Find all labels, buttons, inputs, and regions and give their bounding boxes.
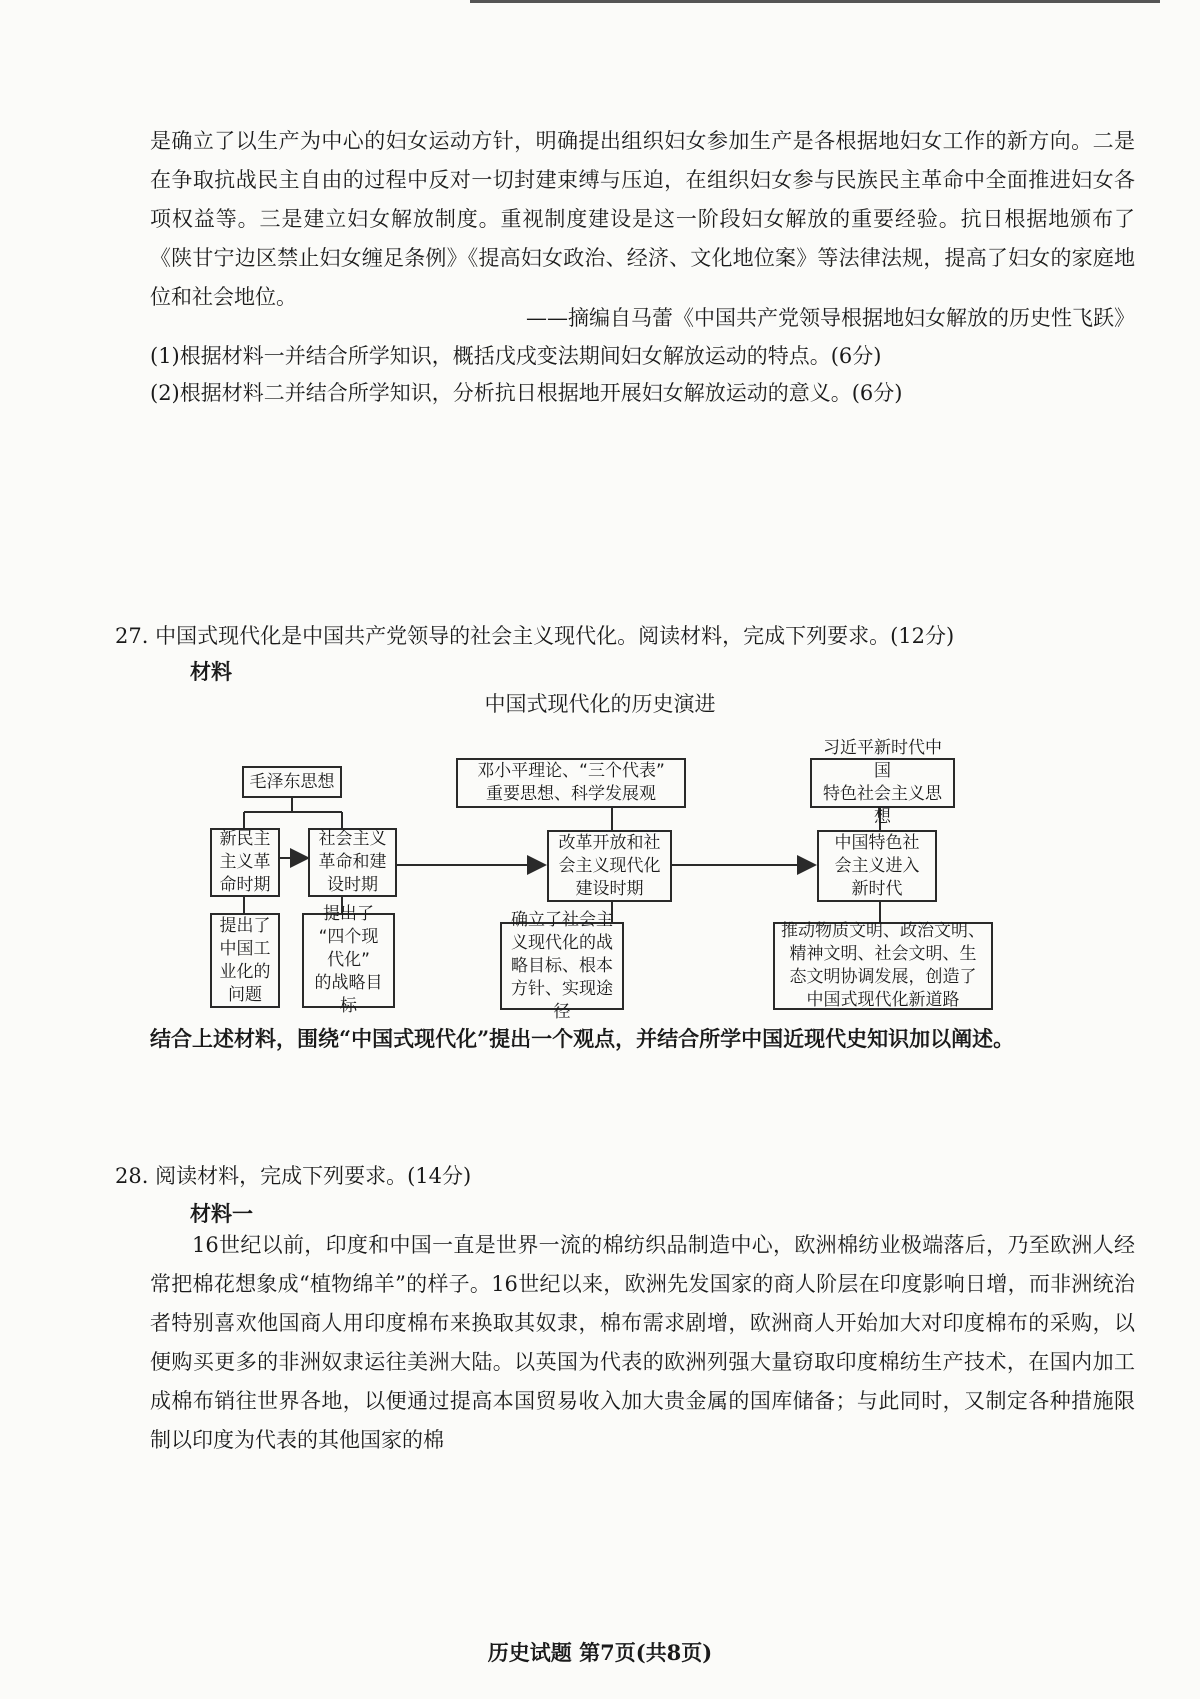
box-new-democratic: 新民主 主义革 命时期 bbox=[210, 828, 280, 897]
box-new-era-result: 推动物质文明、政治文明、 精神文明、社会文明、生 态文明协调发展，创造了 中国式现代化新道路 bbox=[773, 922, 993, 1010]
question-27-stem: 27. 中国式现代化是中国共产党领导的社会主义现代化。阅读材料，完成下列要求。(12分) bbox=[115, 624, 955, 648]
source-citation: ——摘编自马蕾《中国共产党领导根据地妇女解放的历史性飞跃》 bbox=[526, 306, 1135, 330]
box-industrialization: 提出了 中国工 业化的 问题 bbox=[210, 913, 280, 1008]
material-label: 材料 bbox=[190, 659, 232, 684]
material-two-paragraph: 是确立了以生产为中心的妇女运动方针，明确提出组织妇女参加生产是各根据地妇女工作的新方向。二是在争取抗战民主自由的过程中反对一切封建束缚与压迫，在组织妇女参与民族民主革命中全面推进妇女各项权益等。三是建立妇女解放制度。重视制度建设是这一阶段妇女解放的重要经验。抗日根据地颁布了《陕甘宁边区禁止妇女缠足条例》《提高妇女政治、经济、文化地位案》等法律法规，提高了妇女的家庭地位和社会地位。 bbox=[150, 129, 1135, 309]
box-mao-thought: 毛泽东思想 bbox=[242, 766, 342, 798]
page-footer: 历史试题 第7页(共8页) bbox=[487, 1640, 713, 1665]
box-reform-opening: 改革开放和社 会主义现代化 建设时期 bbox=[547, 830, 672, 902]
material-one-label: 材料一 bbox=[190, 1201, 253, 1226]
box-deng-theory: 邓小平理论、“三个代表” 重要思想、科学发展观 bbox=[456, 758, 686, 808]
box-socialist-construction: 社会主义 革命和建 设时期 bbox=[308, 828, 397, 897]
question-26-1: (1)根据材料一并结合所学知识，概括戊戌变法期间妇女解放运动的特点。(6分) bbox=[150, 344, 882, 368]
material-one-paragraph: 16世纪以前，印度和中国一直是世界一流的棉纺织品制造中心，欧洲棉纺业极端落后，乃至欧洲人经常把棉花想象成“植物绵羊”的样子。16世纪以来，欧洲先发国家的商人阶层在印度影响日增，而非洲统治者特别喜欢他国商人用印度棉布来换取其奴隶，棉布需求剧增，欧洲商人开始加大对印度棉布的采购，以便购买更多的非洲奴隶运往美洲大陆。以英国为代表的欧洲列强大量窃取印度棉纺生产技术，在国内加工成棉布销往世界各地，以便通过提高本国贸易收入加大贵金属的国库储备；与此同时，又制定各种措施限制以印度为代表的其他国家的棉 bbox=[150, 1233, 1135, 1452]
question-27-task: 结合上述材料，围绕“中国式现代化”提出一个观点，并结合所学中国近现代史知识加以阐述。 bbox=[150, 1026, 1015, 1051]
question-26-2: (2)根据材料二并结合所学知识，分析抗日根据地开展妇女解放运动的意义。(6分) bbox=[150, 381, 903, 405]
box-reform-result: 确立了社会主 义现代化的战 略目标、根本 方针、实现途径 bbox=[500, 922, 624, 1010]
box-new-era: 中国特色社 会主义进入 新时代 bbox=[817, 830, 937, 902]
box-xi-thought: 习近平新时代中国 特色社会主义思想 bbox=[810, 758, 955, 808]
box-four-modernizations: 提出了 “四个现 代化” 的战略目标 bbox=[302, 913, 395, 1008]
question-28-stem: 28. 阅读材料，完成下列要求。(14分) bbox=[115, 1164, 472, 1188]
diagram-title: 中国式现代化的历史演进 bbox=[484, 692, 716, 716]
